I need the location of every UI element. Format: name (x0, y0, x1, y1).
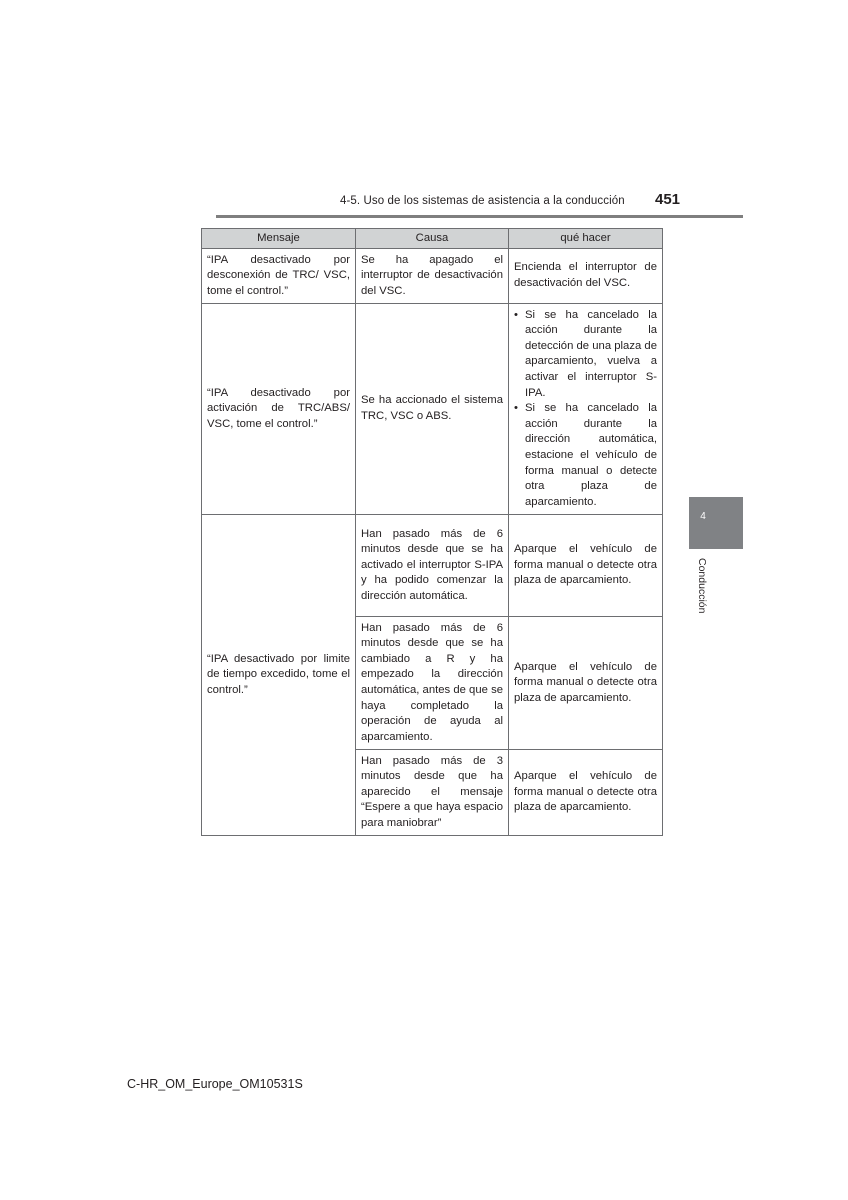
action-cell: Encienda el interruptor de desactivación del VSC. (509, 249, 663, 304)
action-cell: Aparque el vehículo de forma manual o detecte otra plaza de aparcamiento. (509, 515, 663, 617)
header-rule (216, 215, 743, 218)
column-header-action: qué hacer (509, 229, 663, 249)
table-row (202, 249, 663, 304)
message-table (201, 228, 663, 836)
action-bullet-item: • Si se ha cancelado la acción durante la detección de una plaza de aparcamiento, vuelva a activar el interruptor S-IPA. (514, 308, 657, 402)
column-header-message: Mensaje (202, 229, 356, 249)
cause-cell: Han pasado más de 3 minutos desde que ha aparecido el mensaje “Espere a que haya espacio para maniobrar” (356, 750, 509, 836)
action-cell (509, 304, 663, 515)
cause-cell: Han pasado más de 6 minutos desde que se ha activado el interruptor S-IPA y ha podido comenzar la dirección automática. (356, 515, 509, 617)
table-row (202, 515, 663, 617)
table-row (202, 304, 663, 515)
message-cell: “IPA desactivado por desconexión de TRC/ VSC, tome el control.” (202, 249, 356, 304)
chapter-label: Conducción (696, 558, 708, 614)
message-cell: “IPA desactivado por limite de tiempo excedido, tome el control.” (202, 515, 356, 836)
action-cell: Aparque el vehículo de forma manual o detecte otra plaza de aparcamiento. (509, 617, 663, 750)
cause-cell: Se ha apagado el interruptor de desactivación del VSC. (356, 249, 509, 304)
chapter-number: 4 (700, 511, 706, 522)
table-header-row (202, 229, 663, 249)
action-cell: Aparque el vehículo de forma manual o detecte otra plaza de aparcamiento. (509, 750, 663, 836)
cause-cell: Se ha accionado el sistema TRC, VSC o ABS. (356, 304, 509, 515)
section-title: 4-5. Uso de los sistemas de asistencia a la conducción (340, 195, 625, 207)
message-cell: “IPA desactivado por activación de TRC/ABS/ VSC, tome el control.” (202, 304, 356, 515)
action-bullet-list (514, 308, 657, 511)
page-number: 451 (655, 191, 681, 208)
column-header-cause: Causa (356, 229, 509, 249)
chapter-tab (689, 497, 743, 549)
cause-cell: Han pasado más de 6 minutos desde que se ha cambiado a R y ha empezado la dirección automática, antes de que se haya completado la operación de ayuda al aparcamiento. (356, 617, 509, 750)
document-code: C-HR_OM_Europe_OM10531S (127, 1077, 303, 1091)
action-bullet-item: • Si se ha cancelado la acción durante la dirección automática, estacione el vehículo de forma manual o detecte otra plaza de aparcamiento. (514, 401, 657, 510)
